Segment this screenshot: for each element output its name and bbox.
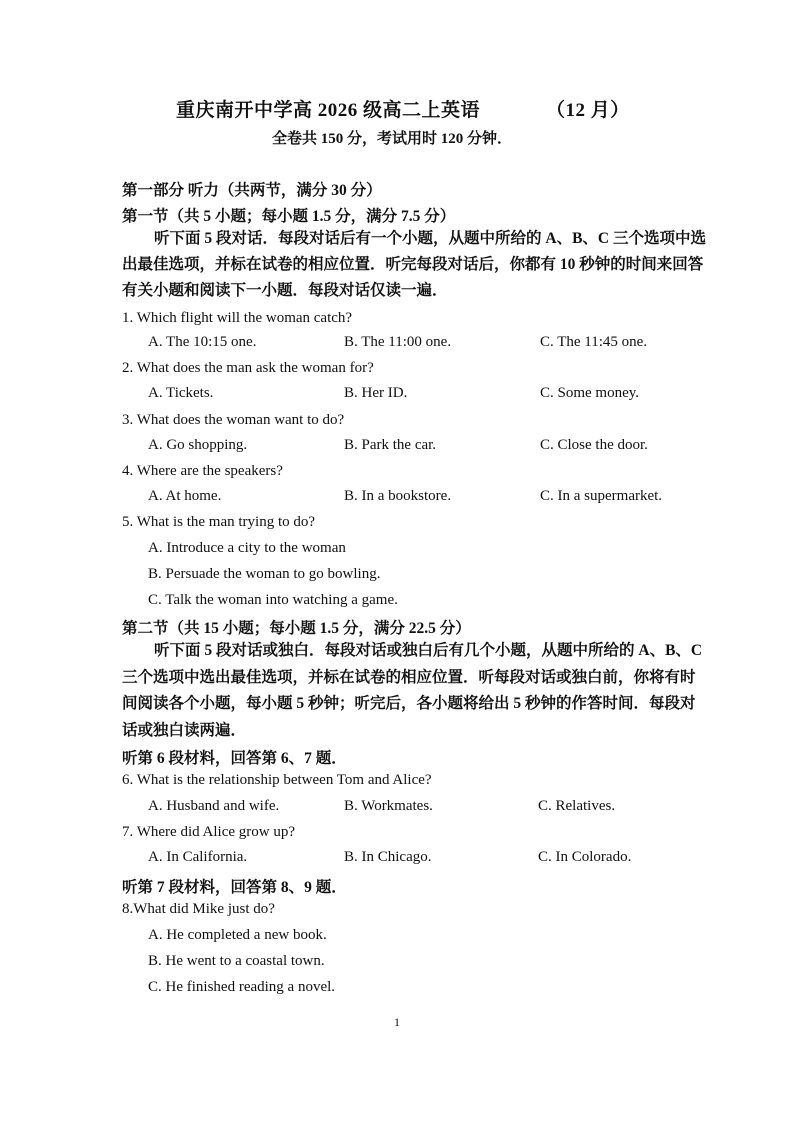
q6-option-c: C. Relatives. bbox=[538, 798, 616, 814]
q7-option-b: B. In Chicago. bbox=[344, 849, 432, 865]
section1-instructions: 听下面 5 段对话．每段对话后有一个小题，从题中所给的 A、B、C 三个选项中选出最佳选项，并标在试卷的相应位置．听完每段对话后，你都有 10 秒钟的时间来回答有关小题和阅读下一小题．每段对话仅读一遍． bbox=[122, 230, 706, 299]
question-2: 2. What does the man ask the woman for? bbox=[122, 360, 374, 376]
q8-option-c: C. He finished reading a novel. bbox=[148, 979, 336, 995]
q3-option-b: B. Park the car. bbox=[344, 437, 437, 453]
q7-option-c: C. In Colorado. bbox=[538, 849, 632, 865]
q1-option-c: C. The 11:45 one. bbox=[540, 334, 648, 350]
q5-option-a: A. Introduce a city to the woman bbox=[148, 540, 346, 556]
q4-option-b: B. In a bookstore. bbox=[344, 488, 452, 504]
exam-month: （12 月） bbox=[546, 100, 630, 121]
material-6-label: 听第 6 段材料，回答第 6、7 题． bbox=[122, 750, 347, 767]
question-3: 3. What does the woman want to do? bbox=[122, 412, 345, 428]
question-6: 6. What is the relationship between Tom and Alice? bbox=[122, 772, 432, 788]
question-7: 7. Where did Alice grow up? bbox=[122, 824, 296, 840]
exam-subtitle: 全卷共 150 分，考试用时 120 分钟． bbox=[272, 131, 513, 147]
question-5: 5. What is the man trying to do? bbox=[122, 514, 316, 530]
q6-option-a: A. Husband and wife. bbox=[148, 798, 280, 814]
q8-option-b: B. He went to a coastal town. bbox=[148, 953, 325, 969]
q8-option-a: A. He completed a new book. bbox=[148, 927, 327, 943]
section2-heading: 第二节（共 15 小题；每小题 1.5 分，满分 22.5 分） bbox=[122, 620, 471, 637]
q7-option-a: A. In California. bbox=[148, 849, 248, 865]
q6-option-b: B. Workmates. bbox=[344, 798, 433, 814]
q5-option-c: C. Talk the woman into watching a game. bbox=[148, 592, 398, 608]
q2-option-c: C. Some money. bbox=[540, 385, 640, 401]
question-1: 1. Which flight will the woman catch? bbox=[122, 310, 353, 326]
q3-option-c: C. Close the door. bbox=[540, 437, 648, 453]
page-number: 1 bbox=[394, 1015, 400, 1029]
q1-option-a: A. The 10:15 one. bbox=[148, 334, 257, 350]
part1-heading: 第一部分 听力（共两节，满分 30 分） bbox=[122, 182, 382, 199]
q4-option-c: C. In a supermarket. bbox=[540, 488, 663, 504]
section1-heading: 第一节（共 5 小题；每小题 1.5 分，满分 7.5 分） bbox=[122, 208, 456, 225]
question-8: 8.What did Mike just do? bbox=[122, 901, 275, 917]
q2-option-a: A. Tickets. bbox=[148, 385, 214, 401]
q4-option-a: A. At home. bbox=[148, 488, 222, 504]
question-4: 4. Where are the speakers? bbox=[122, 463, 283, 479]
q1-option-b: B. The 11:00 one. bbox=[344, 334, 452, 350]
q3-option-a: A. Go shopping. bbox=[148, 437, 248, 453]
q2-option-b: B. Her ID. bbox=[344, 385, 408, 401]
exam-title: 重庆南开中学高 2026 级高二上英语 bbox=[176, 100, 481, 121]
q5-option-b: B. Persuade the woman to go bowling. bbox=[148, 566, 381, 582]
material-7-label: 听第 7 段材料，回答第 8、9 题． bbox=[122, 879, 347, 896]
section2-instructions: 听下面 5 段对话或独白．每段对话或独白后有几个小题，从题中所给的 A、B、C 三个选项中选出最佳选项，并标在试卷的相应位置．听每段对话或独白前，你将有时间阅读各个小题，每小题 5 秒钟；听完后，各小题将给出 5 秒钟的作答时间．每段对话或独白读两遍． bbox=[122, 642, 703, 739]
